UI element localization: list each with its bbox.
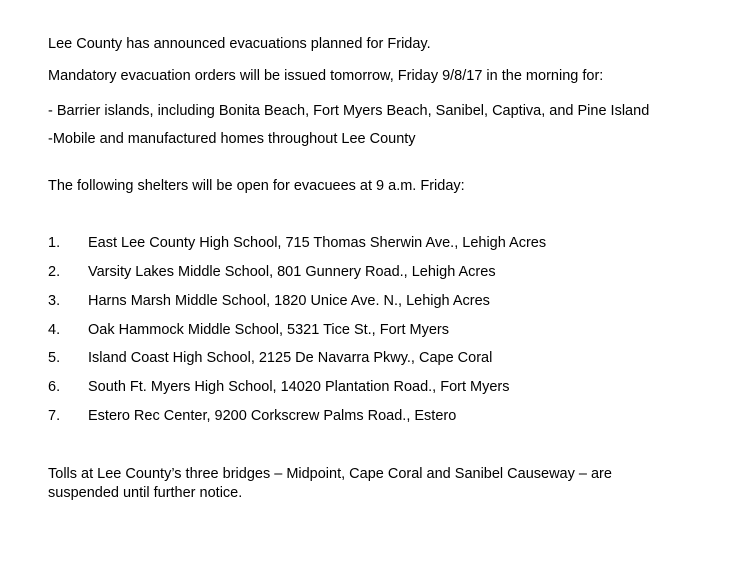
zone-barrier-islands: - Barrier islands, including Bonita Beach, Fort Myers Beach, Sanibel, Captiva, and Pine Island bbox=[48, 103, 650, 119]
list-number: 6. bbox=[48, 379, 61, 395]
list-number: 1. bbox=[48, 235, 61, 251]
list-number: 4. bbox=[48, 322, 61, 338]
zone-mobile-homes: -Mobile and manufactured homes throughout Lee County bbox=[48, 131, 416, 147]
shelter-name: Varsity Lakes Middle School, 801 Gunnery Road., Lehigh Acres bbox=[88, 264, 496, 280]
list-number: 7. bbox=[48, 408, 61, 424]
list-number: 3. bbox=[48, 293, 61, 309]
mandatory-text: Mandatory evacuation orders will be issued tomorrow, Friday 9/8/17 in the morning for: bbox=[48, 68, 604, 84]
shelters-intro-text: The following shelters will be open for evacuees at 9 a.m. Friday: bbox=[48, 178, 465, 194]
shelter-name: Oak Hammock Middle School, 5321 Tice St., Fort Myers bbox=[88, 322, 450, 338]
intro-text: Lee County has announced evacuations planned for Friday. bbox=[48, 36, 431, 52]
tolls-notice: Tolls at Lee County’s three bridges – Midpoint, Cape Coral and Sanibel Causeway – are suspended until further notice. bbox=[48, 466, 612, 501]
shelter-name: Harns Marsh Middle School, 1820 Unice Ave. N., Lehigh Acres bbox=[88, 293, 490, 309]
shelter-name: East Lee County High School, 715 Thomas Sherwin Ave., Lehigh Acres bbox=[88, 235, 547, 251]
list-number: 5. bbox=[48, 350, 61, 366]
shelter-name: Island Coast High School, 2125 De Navarra Pkwy., Cape Coral bbox=[88, 350, 493, 366]
shelter-name: South Ft. Myers High School, 14020 Plantation Road., Fort Myers bbox=[88, 379, 510, 395]
list-number: 2. bbox=[48, 264, 61, 280]
shelter-name: Estero Rec Center, 9200 Corkscrew Palms Road., Estero bbox=[88, 408, 457, 424]
